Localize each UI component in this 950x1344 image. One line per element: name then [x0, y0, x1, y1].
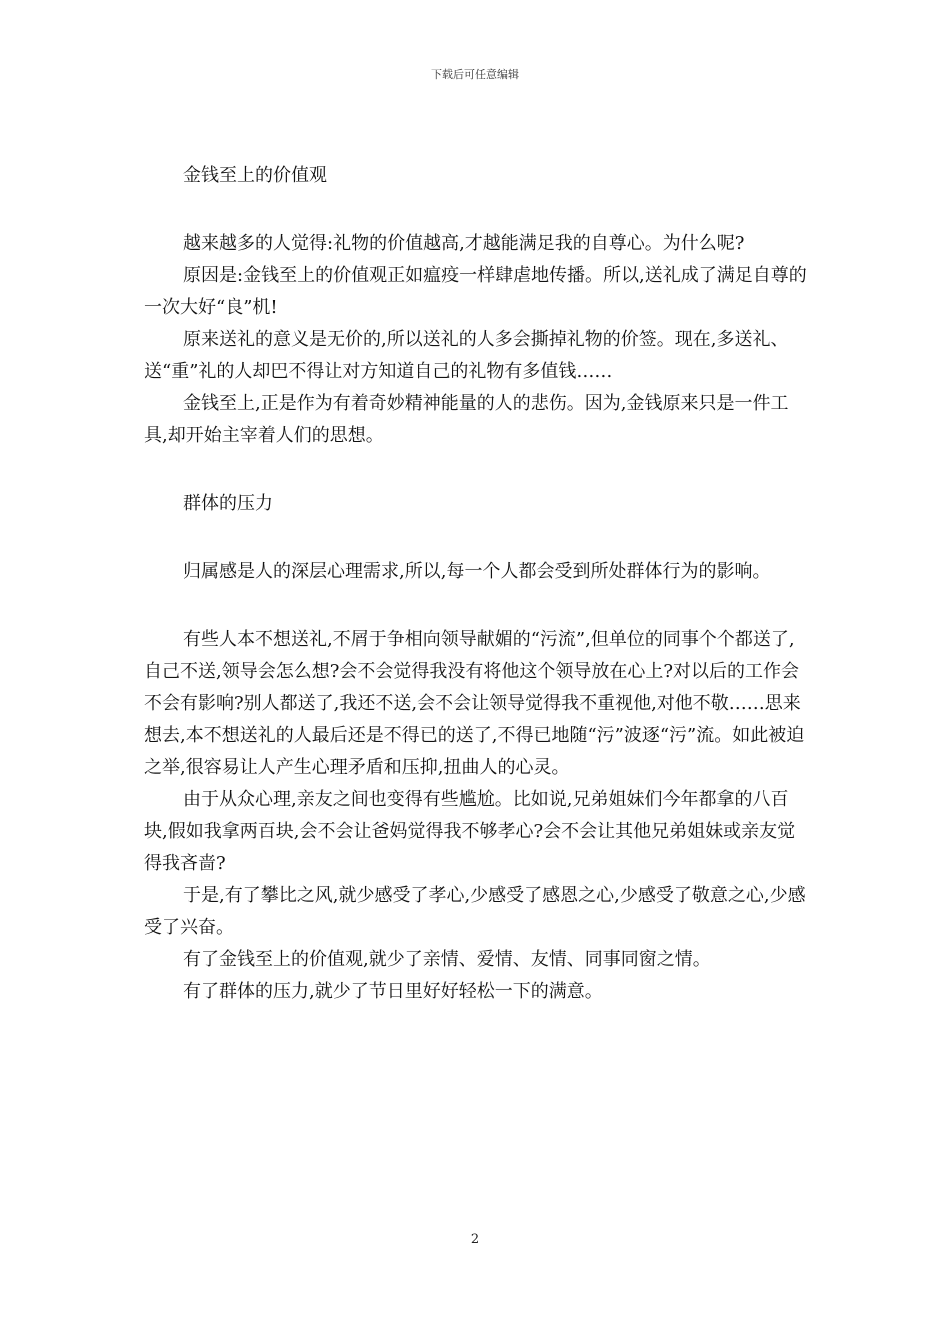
paragraph: 归属感是人的深层心理需求,所以,每一个人都会受到所处群体行为的影响。	[183, 561, 771, 582]
document-body	[144, 160, 810, 1008]
paragraph: 金钱至上,正是作为有着奇妙精神能量的人的悲伤。因为,金钱原来只是一件工具,却开始主宰着人们的思想。	[144, 393, 789, 446]
paragraph: 有了群体的压力,就少了节日里好好轻松一下的满意。	[183, 981, 603, 1002]
page-header-note: 下载后可任意编辑	[431, 68, 519, 81]
paragraph: 于是,有了攀比之风,就少感受了孝心,少感受了感恩之心,少感受了敬意之心,少感受了兴奋。	[144, 885, 806, 938]
section-heading-group-pressure: 群体的压力	[183, 493, 273, 514]
page-number: 2	[470, 1232, 480, 1247]
paragraph: 有了金钱至上的价值观,就少了亲情、爱情、友情、同事同窗之情。	[183, 949, 711, 970]
paragraph: 有些人本不想送礼,不屑于争相向领导献媚的“污流”,但单位的同事个个都送了,自己不送,领导会怎么想?会不会觉得我没有将他这个领导放在心上?对以后的工作会不会有影响?别人都送了,我还不送,会不会让领导觉得我不重视他,对他不敬……思来想去,本不想送礼的人最后还是不得已的送了,不得已地随“污”波逐“污”流。如此被迫之举,很容易让人产生心理矛盾和压抑,扭曲人的心灵。	[144, 629, 805, 778]
paragraph: 越来越多的人觉得:礼物的价值越高,才越能满足我的自尊心。为什么呢?	[183, 233, 745, 254]
paragraph: 原因是:金钱至上的价值观正如瘟疫一样肆虐地传播。所以,送礼成了满足自尊的一次大好“良”机!	[144, 265, 807, 318]
section-heading-money-values: 金钱至上的价值观	[183, 165, 327, 186]
paragraph: 原来送礼的意义是无价的,所以送礼的人多会撕掉礼物的价签。现在,多送礼、送“重”礼的人却巴不得让对方知道自己的礼物有多值钱……	[144, 329, 789, 382]
paragraph: 由于从众心理,亲友之间也变得有些尴尬。比如说,兄弟姐妹们今年都拿的八百块,假如我拿两百块,会不会让爸妈觉得我不够孝心?会不会让其他兄弟姐妹或亲友觉得我吝啬?	[144, 789, 796, 874]
